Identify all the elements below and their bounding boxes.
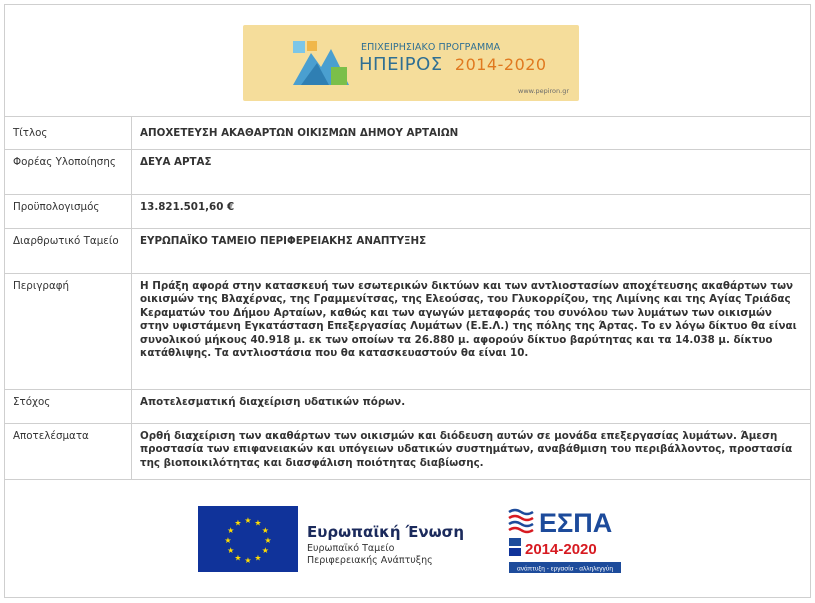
row-label-budget: Προϋπολογισμός [13, 200, 100, 213]
table-row [5, 273, 810, 389]
svg-text:★: ★ [254, 552, 262, 562]
row-value-agency: ΔΕΥΑ ΑΡΤΑΣ [140, 155, 212, 168]
greek-flag-icon [509, 538, 521, 546]
eu-subtitle-line1: Ευρωπαϊκό Ταμείο [307, 542, 395, 554]
svg-text:★: ★ [234, 518, 242, 528]
svg-text:★: ★ [234, 552, 242, 562]
table-row [5, 117, 810, 149]
program-name: ΗΠΕΙΡΟΣ [359, 54, 443, 75]
row-label-results: Αποτελέσματα [13, 429, 89, 442]
row-label-description: Περιγραφή [13, 279, 70, 292]
header-logo-area [5, 5, 810, 117]
row-label-title: Τίτλος [13, 127, 48, 139]
espa-flag-icon [509, 510, 533, 532]
eu-stars-icon [198, 506, 298, 572]
espa-logo [505, 502, 623, 578]
eu-title: Ευρωπαϊκή Ένωση [307, 522, 465, 541]
program-title-line2 [359, 54, 547, 75]
svg-text:★: ★ [244, 555, 252, 565]
svg-text:★: ★ [254, 518, 262, 528]
program-logo [243, 25, 579, 101]
table-row [5, 389, 810, 423]
row-label-fund: Διαρθρωτικό Ταμείο [13, 234, 119, 247]
table-row [5, 149, 810, 194]
svg-text:★: ★ [261, 525, 269, 535]
svg-text:★: ★ [264, 535, 272, 545]
svg-text:★: ★ [227, 525, 235, 535]
eu-subtitle [307, 543, 433, 567]
svg-text:★: ★ [224, 535, 232, 545]
svg-text:★: ★ [227, 545, 235, 555]
program-url: www.pepiron.gr [518, 87, 569, 95]
program-years: 2014-2020 [454, 55, 547, 74]
row-value-goal: Αποτελεσματική διαχείριση υδατικών πόρων. [140, 395, 406, 408]
espa-slogan: ανάπτυξη - εργασία - αλληλεγγύη [517, 565, 613, 572]
row-label-goal: Στόχος [13, 395, 51, 408]
svg-text:★: ★ [244, 515, 252, 525]
eu-subtitle-line2: Περιφερειακής Ανάπτυξης [307, 554, 433, 566]
row-value-budget: 13.821.501,60 € [140, 200, 235, 213]
svg-text:★: ★ [261, 545, 269, 555]
project-info-sheet [4, 4, 811, 598]
row-value-description: Η Πράξη αφορά στην κατασκευή των εσωτερικών δικτύων και των αντλιοστασίων αποχέτευσης ακαθάρτων των οικισμών της Βλαχέρνας, της Γραμμενίτσας, της Ελεούσας, του Γλυκορρίζου, της Λιμίνης και της Αγίας Τριάδας Κεραματών του Δήμου Αρταίων, καθώς και των αγωγών μεταφοράς του συνόλου των λυμάτων των οικισμών στην υφιστάμενη Εγκατάσταση Επεξεργασίας Λυμάτων (Ε.Ε.Λ.) της πόλης της Άρτας. Το εν λόγω δίκτυο θα είναι συνολικού μήκους 40.918 μ. εκ των οποίων τα 26.880 μ. αφορούν δίκτυο βαρύτητας και τα 14.038 μ. δίκτυο κατάθλιψης. Τα αντλιοστάσια που θα κατασκευαστούν θα είναι 10. [140, 279, 797, 359]
espa-name: ΕΣΠΑ [539, 507, 613, 538]
eu-mini-flag-icon [509, 548, 521, 556]
row-label-agency: Φορέας Υλοποίησης [13, 155, 116, 168]
table-row [5, 228, 810, 273]
project-info-table [5, 117, 810, 480]
program-mountain-icon [291, 37, 351, 89]
program-title-line1: ΕΠΙΧΕΙΡΗΣΙΑΚΟ ΠΡΟΓΡΑΜΜΑ [361, 42, 501, 53]
row-value-fund: ΕΥΡΩΠΑΪΚΟ ΤΑΜΕΙΟ ΠΕΡΙΦΕΡΕΙΑΚΗΣ ΑΝΑΠΤΥΞΗΣ [140, 234, 427, 247]
footer-logo-area [5, 480, 810, 592]
espa-years: 2014-2020 [525, 540, 597, 558]
row-value-results: Ορθή διαχείριση των ακαθάρτων των οικισμών και διόδευση αυτών σε μονάδα επεξεργασίας λυμάτων. Άμεση προστασία των επιφανειακών και υπόγειων υδατικών συστημάτων, αναβάθμιση του περιβάλλοντος, προστασία της βιοποικιλότητας και διασφάλιση ποιότητας διαβίωσης. [140, 429, 793, 469]
table-row [5, 194, 810, 228]
eu-flag-icon [198, 506, 298, 572]
table-row [5, 423, 810, 479]
row-value-title: ΑΠΟΧΕΤΕΥΣΗ ΑΚΑΘΑΡΤΩΝ ΟΙΚΙΣΜΩΝ ΔΗΜΟΥ ΑΡΤΑΙΩΝ [140, 127, 459, 139]
